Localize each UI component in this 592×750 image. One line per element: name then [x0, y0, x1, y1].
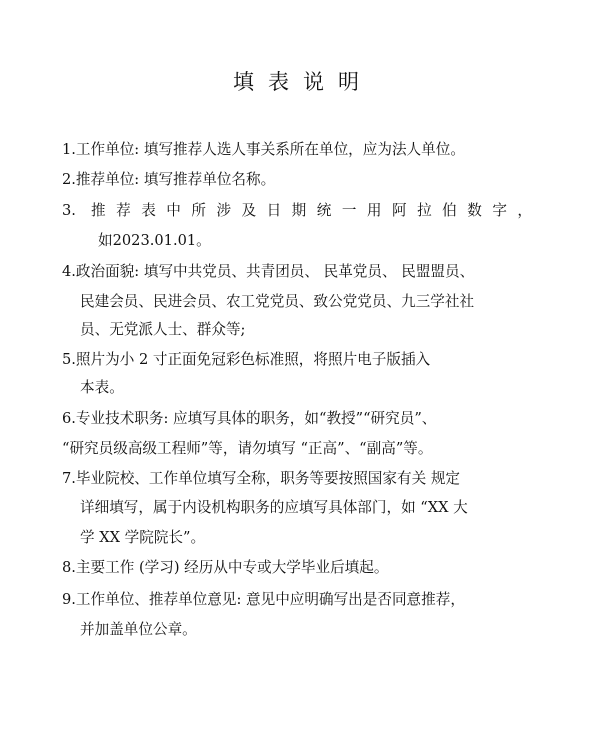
instruction-9-line-1: 9.工作单位、推荐单位意见: 意见中应明确写出是否同意推荐， — [62, 591, 465, 608]
instruction-3-line-2: 如2023.01.01。 — [98, 232, 211, 249]
instruction-3-line-1: 3. 推荐表中所涉及日期统一用阿拉伯数字， — [62, 202, 532, 219]
instruction-9-line-2: 并加盖单位公章。 — [80, 621, 197, 638]
instruction-7-line-3: 学 XX 学院院长”。 — [80, 529, 206, 546]
instruction-1-line-1: 1.工作单位: 填写推荐人选人事关系所在单位，应为法人单位。 — [62, 141, 465, 158]
instruction-6-line-1: 6.专业技术职务: 应填写具体的职务，如“教授”“研究员”、 — [62, 410, 437, 427]
instruction-4-line-2: 民建会员、民进会员、农工党党员、致公党党员、九三学社社 — [80, 293, 475, 310]
instruction-2-line-1: 2.推荐单位: 填写推荐单位名称。 — [62, 171, 276, 188]
instruction-4-line-1: 4.政治面貌: 填写中共党员、共青团员、 民革党员、 民盟盟员、 — [62, 263, 475, 280]
instruction-4-line-3: 员、无党派人士、群众等; — [80, 321, 246, 338]
instruction-8-line-1: 8.主要工作 (学习) 经历从中专或大学毕业后填起。 — [62, 559, 389, 576]
instruction-5-line-1: 5.照片为小 2 寸正面免冠彩色标准照，将照片电子版插入 — [62, 351, 431, 368]
instruction-7-line-2: 详细填写，属于内设机构职务的应填写具体部门，如 “XX 大 — [80, 499, 468, 516]
instruction-7-line-1: 7.毕业院校、工作单位填写全称，职务等要按照国家有关 规定 — [62, 470, 461, 487]
instruction-6-line-2: “研究员级高级工程师”等，请勿填写 “正高”、“副高”等。 — [62, 440, 433, 457]
page-title: 填表说明 — [233, 70, 373, 94]
instruction-5-line-2: 本表。 — [80, 379, 124, 396]
